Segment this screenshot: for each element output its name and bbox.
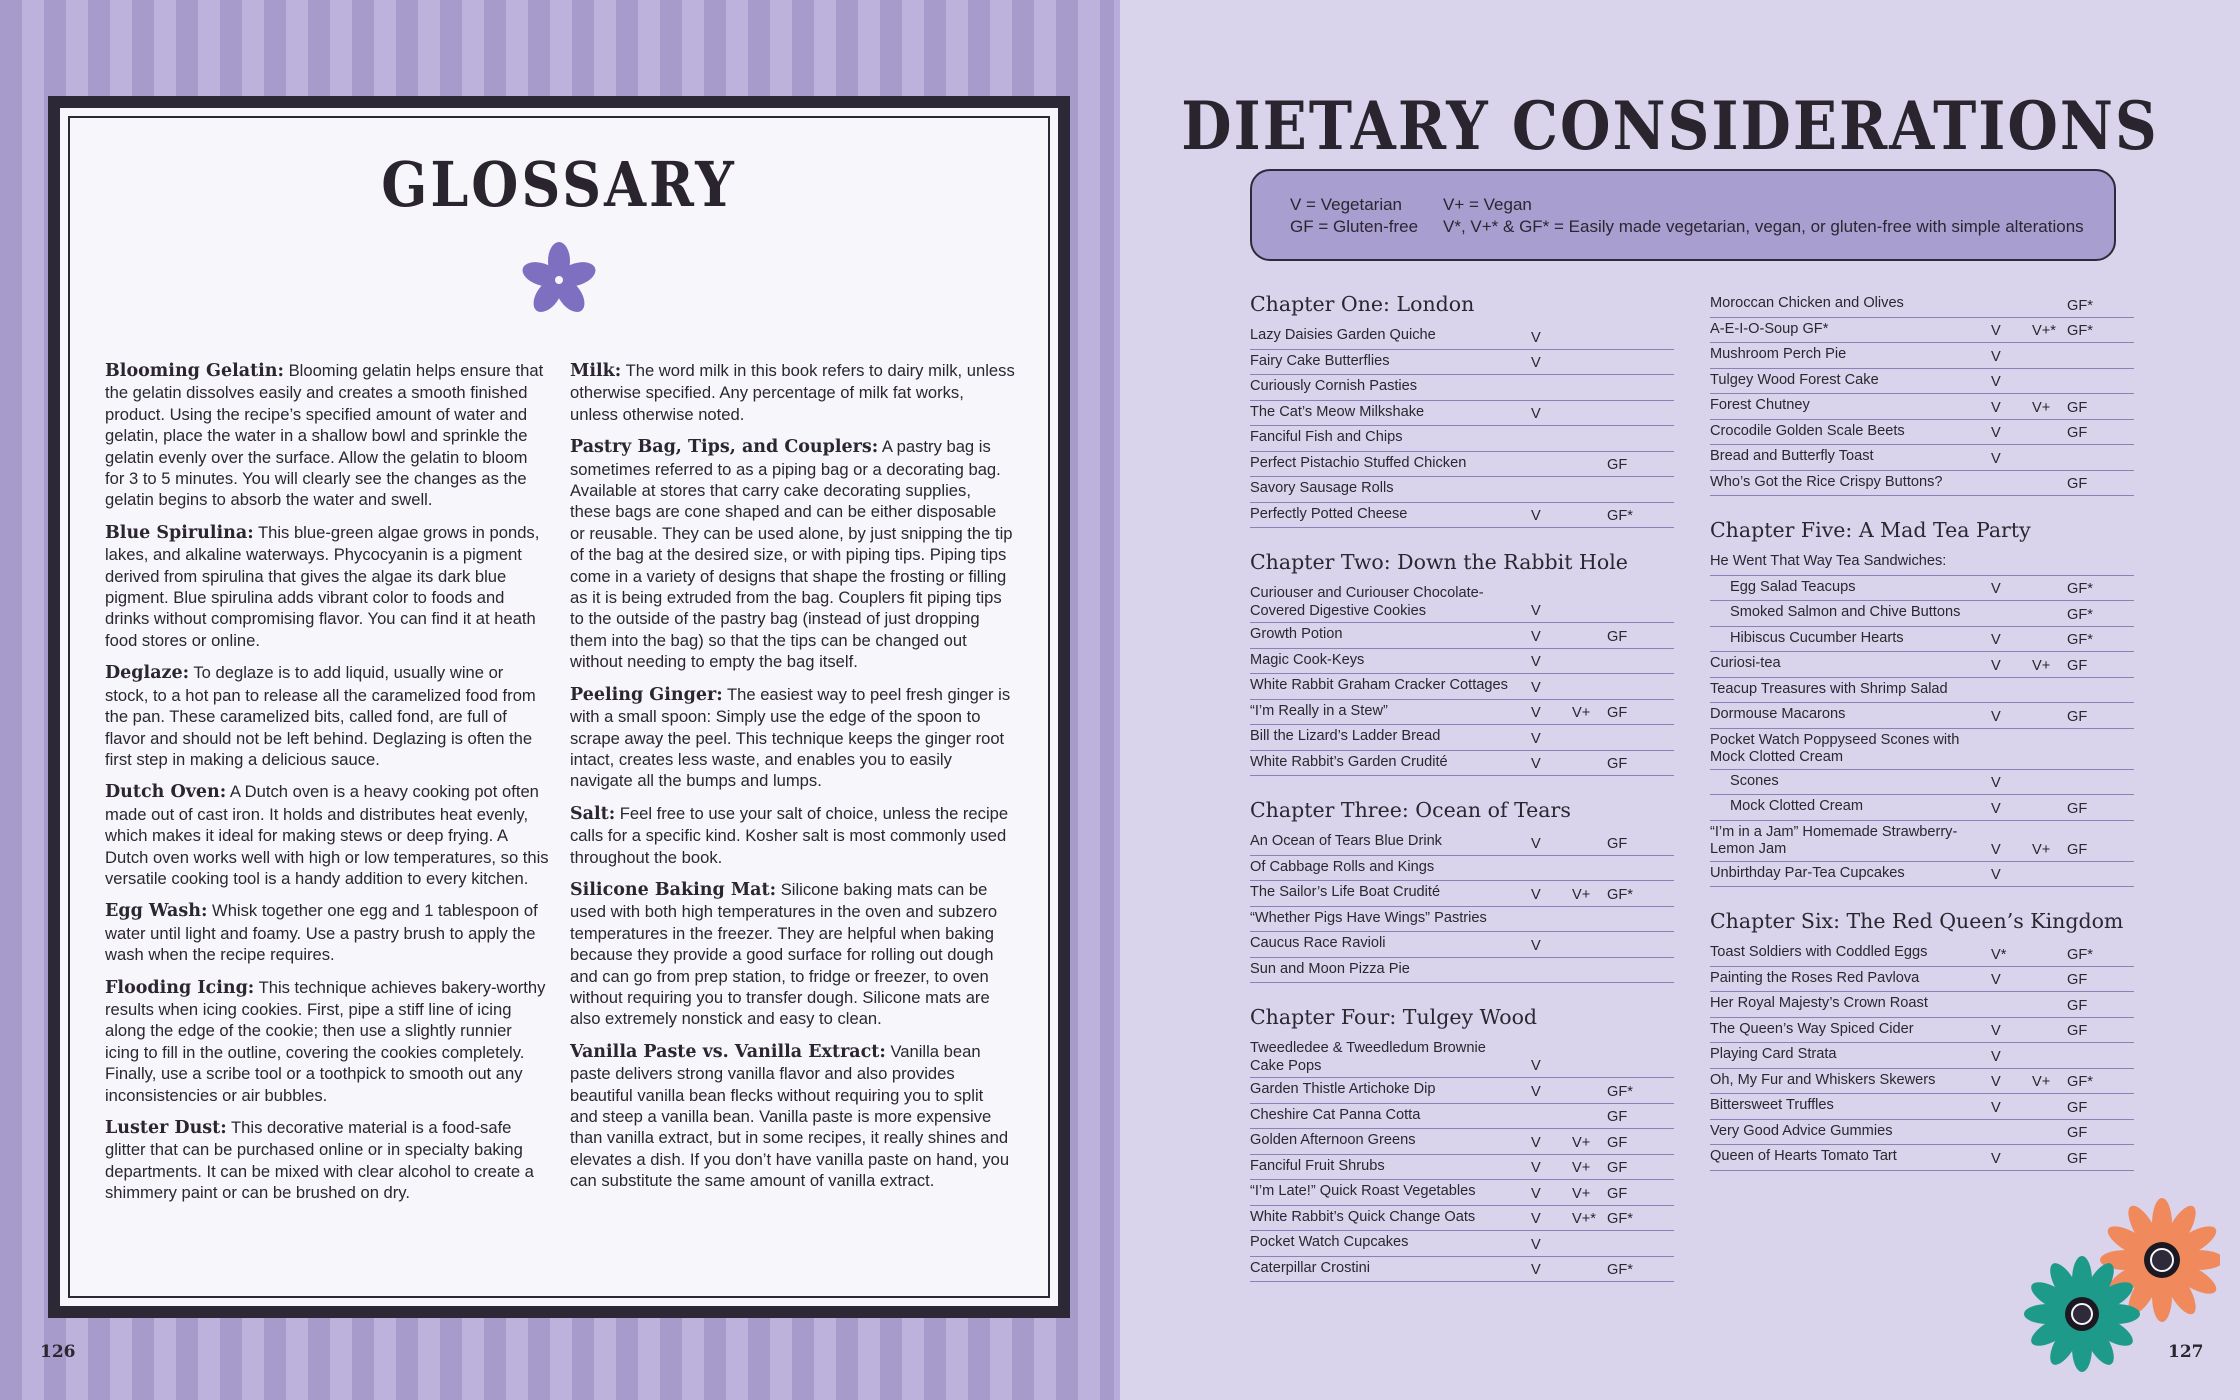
vegetarian-mark: V <box>1991 399 2001 416</box>
gluten-free-mark: GF <box>2067 708 2088 725</box>
gluten-free-mark: GF* <box>2067 946 2093 963</box>
recipe-row <box>1710 627 2134 653</box>
recipe-name: A-E-I-O-Soup GF* <box>1710 320 1829 337</box>
glossary-definition: This blue-green algae grows in ponds, lakes, and alkaline waterways. Phycocyanin is a pigment derived from spirulina that gives the algae its dark blue pigment. Blue spirulina adds vibrant color to foods and drinks without compromising flavor. You can find it at heath food stores or online. <box>105 522 540 650</box>
glossary-column-2 <box>570 360 1015 1203</box>
recipe-name: Perfect Pistachio Stuffed Chicken <box>1250 454 1467 471</box>
vegetarian-mark: V <box>1531 1211 1541 1227</box>
recipe-name: “I’m in a Jam” Homemade Strawberry-Lemon Jam <box>1710 823 1958 857</box>
recipe-name: Perfectly Potted Cheese <box>1250 505 1408 522</box>
gluten-free-mark: GF* <box>1607 508 1633 524</box>
vegetarian-mark: V <box>1991 867 2001 883</box>
vegetarian-mark: V <box>1531 1083 1541 1100</box>
recipe-row <box>1250 1104 1674 1130</box>
gluten-free-mark: GF <box>2067 1023 2088 1039</box>
vegetarian-mark: V <box>1531 508 1541 524</box>
gluten-free-mark: GF <box>2067 1099 2088 1116</box>
recipe-row <box>1710 394 2134 420</box>
vegan-mark: V+ <box>2032 657 2051 674</box>
recipe-name: Pocket Watch Poppyseed Scones with Mock Clotted Cream <box>1710 731 1960 765</box>
recipe-name: The Cat’s Meow Milkshake <box>1250 403 1425 420</box>
recipe-name: “I’m Really in a Stew” <box>1250 702 1388 719</box>
gluten-free-mark: GF <box>1607 756 1628 772</box>
gluten-free-mark: GF <box>2067 425 2088 441</box>
glossary-entry <box>105 522 550 651</box>
chapter-section <box>1250 1003 1674 1282</box>
vegetarian-mark: V <box>1531 756 1541 772</box>
glossary-term: Peeling Ginger: <box>570 684 723 705</box>
recipe-row <box>1250 1129 1674 1155</box>
recipe-name: The Queen’s Way Spiced Cider <box>1710 1020 1914 1037</box>
gluten-free-mark: GF <box>2067 1150 2088 1167</box>
glossary-entry <box>105 781 550 889</box>
legend-box <box>1250 169 2116 261</box>
recipe-row <box>1710 678 2134 704</box>
gluten-free-mark: GF* <box>2067 581 2093 597</box>
recipe-row <box>1710 318 2134 344</box>
recipe-name: Pocket Watch Cupcakes <box>1250 1234 1409 1250</box>
glossary-entry <box>105 1117 550 1204</box>
vegetarian-mark: V <box>1991 841 2001 858</box>
recipe-name: Very Good Advice Gummies <box>1710 1122 1893 1139</box>
dietary-column-1 <box>1250 290 1674 1302</box>
recipe-name: White Rabbit’s Garden Crudité <box>1250 753 1448 770</box>
recipe-row <box>1710 471 2134 497</box>
vegetarian-mark: V <box>1991 775 2001 791</box>
glossary-entry <box>570 803 1015 868</box>
recipe-name: Magic Cook-Keys <box>1250 651 1365 668</box>
glossary-entry <box>570 436 1015 672</box>
vegetarian-mark: V <box>1531 835 1541 852</box>
page-number-right: 127 <box>2168 1342 2204 1362</box>
recipe-row <box>1250 375 1674 401</box>
chapter-section <box>1710 907 2134 1171</box>
vegetarian-mark: V <box>1991 800 2001 817</box>
gluten-free-mark: GF* <box>2067 606 2093 623</box>
vegetarian-mark: V <box>1531 603 1541 619</box>
chapter-section <box>1710 516 2134 887</box>
recipe-name: White Rabbit’s Quick Change Oats <box>1250 1208 1476 1225</box>
legend-vegan: V+ = Vegan <box>1443 195 1532 214</box>
recipe-name: Curiouser and Curiouser Chocolate-Covered Digestive Cookies <box>1250 585 1484 619</box>
recipe-row <box>1250 907 1674 933</box>
glossary-definition: Silicone baking mats can be used with both high temperatures in the oven and subzero temperatures in the freezer. They are helpful when baking because they provide a good surface for rolling out dough and can go from prep station, to fridge or freezer, to oven without requiring you to transfer dough. Silicone mats are also extremely nonstick and easy to clean. <box>570 879 998 1029</box>
vegan-mark: V+ <box>2032 1074 2051 1090</box>
recipe-name: Her Royal Majesty’s Crown Roast <box>1710 995 1928 1011</box>
chapter-title: Chapter Four: Tulgey Wood <box>1250 1005 1538 1029</box>
recipe-row <box>1710 369 2134 395</box>
gluten-free-mark: GF <box>2067 972 2088 988</box>
glossary-definition: The easiest way to peel fresh ginger is with a small spoon: Simply use the edge of the spoon to scrape away the peel. This technique keeps the ginger root intact, creates less waste, and enables you to easily navigate all the bumps and lumps. <box>570 684 1011 791</box>
recipe-row <box>1710 795 2134 821</box>
glossary-definition: To deglaze is to add liquid, usually wine or stock, to a hot pan to release all the caramelized food from the pan. These caramelized bits, called fond, are full of flavor and should not be left behind. Deglazing is often the first step in making a delicious sauce. <box>105 663 536 769</box>
gluten-free-mark: GF <box>1607 457 1628 473</box>
vegan-mark: V+* <box>1572 1211 1596 1227</box>
gluten-free-mark: GF <box>2067 800 2088 817</box>
glossary-definition: A Dutch oven is a heavy cooking pot often made out of cast iron. It holds and distributes heat evenly, which makes it ideal for making stews or deep frying. A Dutch oven works well with high or low temperatures, so this versatile cooking tool is a handy addition to every kitchen. <box>105 782 549 888</box>
recipe-row <box>1250 1155 1674 1181</box>
vegetarian-mark: V <box>1991 425 2001 441</box>
recipe-name: “I’m Late!” Quick Roast Vegetables <box>1250 1183 1476 1199</box>
vegetarian-mark: V* <box>1991 946 2007 963</box>
recipe-name: Dormouse Macarons <box>1710 706 1846 722</box>
vegan-mark: V+* <box>2032 323 2056 339</box>
recipe-name: Playing Card Strata <box>1710 1046 1837 1062</box>
vegan-mark: V+ <box>1572 705 1591 721</box>
glossary-column-1 <box>105 360 550 1215</box>
vegetarian-mark: V <box>1531 679 1541 696</box>
recipe-name: Cheshire Cat Panna Cotta <box>1250 1106 1421 1123</box>
glossary-definition: A pastry bag is sometimes referred to as a piping bag or a decorating bag. Available at stores that carry cake decorating supplies, these bags are cone shaped and can be either disposable or reusable. They can be used alone, by just snipping the tip of the bag at the desired size, or with piping tips. Piping tips come in a variety of designs that shape the frosting or filling as it is being extruded from the bag. Couplers fit piping tips to the outside of the pastry bag (instead of just dropping them into the bag) so that the tips can be changed out without needing to empty the bag itself. <box>570 437 1013 672</box>
glossary-term: Blooming Gelatin: <box>105 361 284 381</box>
recipe-name: Tulgey Wood Forest Cake <box>1710 371 1879 388</box>
vegetarian-mark: V <box>1991 348 2001 365</box>
legend-vegetarian: V = Vegetarian <box>1290 195 1403 214</box>
recipe-row <box>1250 1231 1674 1257</box>
vegetarian-mark: V <box>1531 355 1541 371</box>
glossary-definition: The word milk in this book refers to dairy milk, unless otherwise specified. Any percentage of milk fat works, unless otherwise noted. <box>570 361 1015 424</box>
recipe-name: Fairy Cake Butterflies <box>1250 352 1390 369</box>
recipe-name: Fanciful Fruit Shrubs <box>1250 1157 1385 1174</box>
recipe-row <box>1710 1069 2134 1095</box>
gluten-free-mark: GF <box>2067 476 2088 492</box>
vegan-mark: V+ <box>2032 841 2051 858</box>
vegetarian-mark: V <box>1991 1048 2001 1065</box>
vegetarian-mark: V <box>1991 708 2001 725</box>
recipe-name: Mock Clotted Cream <box>1730 798 1864 814</box>
gluten-free-mark: GF <box>2067 841 2088 858</box>
recipe-row <box>1250 751 1674 777</box>
gluten-free-mark: GF* <box>1607 1262 1633 1278</box>
recipe-row <box>1710 601 2134 627</box>
recipe-row <box>1710 652 2134 678</box>
recipe-row <box>1250 503 1674 529</box>
gluten-free-mark: GF <box>1607 835 1628 852</box>
glossary-term: Flooding Icing: <box>105 977 255 998</box>
recipe-row <box>1250 426 1674 452</box>
gluten-free-mark: GF <box>1607 1109 1628 1125</box>
gluten-free-mark: GF* <box>2067 297 2093 314</box>
chapter-title: Chapter One: London <box>1250 292 1475 316</box>
recipe-name: Lazy Daisies Garden Quiche <box>1250 327 1436 343</box>
recipe-row <box>1710 343 2134 369</box>
recipe-name: Forest Chutney <box>1710 397 1810 413</box>
vegan-mark: V+ <box>1572 1160 1591 1176</box>
recipe-row <box>1710 292 2134 318</box>
gluten-free-mark: GF* <box>2067 1074 2093 1090</box>
recipe-row <box>1250 401 1674 427</box>
glossary-definition: Whisk together one egg and 1 tablespoon of water until light and foamy. Use a pastry brush to apply the wash when the recipe requires. <box>105 901 538 965</box>
dietary-title: DIETARY CONSIDERATIONS <box>1181 86 2159 166</box>
glossary-definition: Feel free to use your salt of choice, unless the recipe calls for a specific kind. Kosher salt is most commonly used throughout the book. <box>570 803 1009 867</box>
vegetarian-mark: V <box>1991 972 2001 988</box>
recipe-name: Curiously Cornish Pasties <box>1250 378 1418 394</box>
recipe-row <box>1710 1043 2134 1069</box>
chapter-section <box>1250 290 1674 528</box>
recipe-row <box>1710 420 2134 446</box>
vegetarian-mark: V <box>1531 406 1541 422</box>
recipe-row <box>1250 700 1674 726</box>
glossary-definition: Blooming gelatin helps ensure that the gelatin dissolves easily and creates a smooth finished product. Using the recipe’s specified amount of water and gelatin, place the water in a shallow bowl and sprinkle the gelatin evenly over the surface. Allow the gelatin to bloom for 3 to 5 minutes. You will clearly see the changes as the gelatin begins to absorb the water and swell. <box>105 361 544 510</box>
recipe-row <box>1250 582 1674 623</box>
recipe-row <box>1250 324 1674 350</box>
recipe-row <box>1710 1094 2134 1120</box>
recipe-name: Who’s Got the Rice Crispy Buttons? <box>1710 473 1943 490</box>
recipe-name: Bill the Lizard’s Ladder Bread <box>1250 728 1441 744</box>
recipe-row <box>1710 992 2134 1018</box>
recipe-name: “Whether Pigs Have Wings” Pastries <box>1250 909 1487 926</box>
recipe-row <box>1250 1078 1674 1104</box>
legend-gluten-free: GF = Gluten-free <box>1290 217 1419 236</box>
glossary-entry <box>105 900 550 965</box>
vegetarian-mark: V <box>1991 1074 2001 1090</box>
glossary-entry <box>570 684 1015 792</box>
recipe-name: Painting the Roses Red Pavlova <box>1710 969 1920 986</box>
glossary-entry <box>105 360 550 511</box>
recipe-row <box>1710 941 2134 967</box>
recipe-row <box>1250 830 1674 856</box>
recipe-name: Mushroom Perch Pie <box>1710 346 1847 362</box>
recipe-name: Curiosi-tea <box>1710 655 1781 671</box>
recipe-name: Hibiscus Cucumber Hearts <box>1730 629 1904 646</box>
vegan-mark: V+ <box>1572 1185 1591 1202</box>
vegan-mark: V+ <box>1572 1134 1591 1151</box>
recipe-row <box>1710 770 2134 796</box>
recipe-row <box>1250 623 1674 649</box>
page-number-left: 126 <box>40 1342 76 1362</box>
gluten-free-mark: GF <box>1607 1185 1628 1202</box>
recipe-name: Caterpillar Crostini <box>1250 1259 1371 1276</box>
vegetarian-mark: V <box>1531 937 1541 954</box>
gluten-free-mark: GF <box>2067 1125 2088 1141</box>
glossary-term: Salt: <box>570 803 616 824</box>
glossary-term: Milk: <box>570 361 622 381</box>
vegetarian-mark: V <box>1991 323 2001 339</box>
glossary-definition: This decorative material is a food-safe glitter that can be purchased online or in specialty baking departments. It can be mixed with clear alcohol to create a shimmery paint or can be brushed on dry. <box>105 1118 534 1203</box>
vegetarian-mark: V <box>1531 1185 1541 1202</box>
recipe-name: Smoked Salmon and Chive Buttons <box>1730 604 1961 620</box>
chapter-title: Chapter Five: A Mad Tea Party <box>1710 518 2031 542</box>
vegetarian-mark: V <box>1991 657 2001 674</box>
glossary-term: Vanilla Paste vs. Vanilla Extract: <box>570 1041 886 1062</box>
recipe-name: An Ocean of Tears Blue Drink <box>1250 833 1442 849</box>
vegetarian-mark: V <box>1991 1150 2001 1167</box>
recipe-name: Golden Afternoon Greens <box>1250 1132 1416 1148</box>
recipe-name: Savory Sausage Rolls <box>1250 480 1394 496</box>
recipe-row <box>1710 967 2134 993</box>
recipe-row <box>1710 729 2134 770</box>
recipe-row <box>1250 1037 1674 1078</box>
vegetarian-mark: V <box>1991 581 2001 597</box>
recipe-row <box>1250 477 1674 503</box>
glossary-entry <box>570 879 1015 1030</box>
gluten-free-mark: GF* <box>2067 323 2093 339</box>
recipe-name: Garden Thistle Artichoke Dip <box>1250 1081 1436 1097</box>
vegetarian-mark: V <box>1991 374 2001 390</box>
recipe-name: Toast Soldiers with Coddled Eggs <box>1710 944 1928 960</box>
glossary-definition: Vanilla bean paste delivers strong vanilla flavor and also provides beautiful vanilla bean flecks without requiring you to split and steep a vanilla bean. Vanilla paste is more expensive than vanilla extract, but in some recipes, it really shines and elevates a dish. If you don’t have vanilla paste on hand, you can substitute the same amount of vanilla extract. <box>570 1041 1010 1191</box>
glossary-term: Deglaze: <box>105 663 190 684</box>
glossary-term: Pastry Bag, Tips, and Couplers: <box>570 437 879 458</box>
recipe-row <box>1250 674 1674 700</box>
glossary-entry <box>105 662 550 770</box>
gluten-free-mark: GF <box>1607 1134 1628 1151</box>
recipe-row <box>1250 932 1674 958</box>
chapter-title: Chapter Three: Ocean of Tears <box>1250 798 1571 822</box>
vegetarian-mark: V <box>1531 1058 1541 1074</box>
recipe-row <box>1250 649 1674 675</box>
recipe-name: Crocodile Golden Scale Beets <box>1710 422 1905 439</box>
recipe-row <box>1710 821 2134 862</box>
vegetarian-mark: V <box>1531 730 1541 747</box>
vegetarian-mark: V <box>1531 654 1541 670</box>
glossary-definition: This technique achieves bakery-worthy results when icing cookies. First, pipe a stiff line of icing along the edge of the cookie; then use a slightly runnier icing to fill in the outline, covering the cookies completely. Finally, use a scribe tool or a toothpick to smooth out any inconsistencies or air bubbles. <box>105 977 546 1105</box>
gluten-free-mark: GF <box>1607 628 1628 645</box>
recipe-row <box>1710 1018 2134 1044</box>
gluten-free-mark: GF* <box>2067 632 2093 648</box>
recipe-name: Of Cabbage Rolls and Kings <box>1250 858 1435 875</box>
recipe-row <box>1250 350 1674 376</box>
recipe-name: Growth Potion <box>1250 626 1343 642</box>
recipe-name: Caucus Race Ravioli <box>1250 935 1386 951</box>
glossary-entry <box>570 1041 1015 1192</box>
gluten-free-mark: GF <box>1607 705 1628 721</box>
chapter-title: Chapter Six: The Red Queen’s Kingdom <box>1710 909 2124 933</box>
gluten-free-mark: GF <box>2067 399 2088 416</box>
chapter-title: Chapter Two: Down the Rabbit Hole <box>1250 550 1628 574</box>
glossary-term: Luster Dust: <box>105 1118 227 1138</box>
recipe-row <box>1250 881 1674 907</box>
vegetarian-mark: V <box>1531 1160 1541 1176</box>
recipe-row <box>1250 1257 1674 1283</box>
glossary-title: GLOSSARY <box>381 147 737 221</box>
vegetarian-mark: V <box>1991 1023 2001 1039</box>
recipe-row <box>1250 1180 1674 1206</box>
vegetarian-mark: V <box>1531 705 1541 721</box>
recipe-row <box>1710 445 2134 471</box>
gluten-free-mark: GF <box>2067 997 2088 1014</box>
recipe-name: Teacup Treasures with Shrimp Salad <box>1710 680 1948 697</box>
recipe-name: Bread and Butterfly Toast <box>1710 448 1874 464</box>
recipe-name: Unbirthday Par-Tea Cupcakes <box>1710 864 1905 881</box>
recipe-name: Oh, My Fur and Whiskers Skewers <box>1710 1071 1936 1088</box>
vegetarian-mark: V <box>1531 1134 1541 1151</box>
recipe-name: Egg Salad Teacups <box>1730 578 1856 595</box>
gluten-free-mark: GF* <box>1607 886 1633 903</box>
recipe-name: Queen of Hearts Tomato Tart <box>1710 1148 1897 1164</box>
vegetarian-mark: V <box>1991 1099 2001 1116</box>
recipe-name: Moroccan Chicken and Olives <box>1710 295 1904 311</box>
recipe-row <box>1250 1206 1674 1232</box>
recipe-row <box>1710 703 2134 729</box>
recipe-name: Bittersweet Truffles <box>1710 1097 1834 1113</box>
glossary-term: Blue Spirulina: <box>105 522 254 543</box>
gluten-free-mark: GF <box>2067 657 2088 674</box>
recipe-row <box>1710 1145 2134 1171</box>
recipe-row <box>1250 856 1674 882</box>
vegetarian-mark: V <box>1991 632 2001 648</box>
recipe-row <box>1710 862 2134 888</box>
glossary-entry <box>105 977 550 1106</box>
recipe-row <box>1250 452 1674 478</box>
glossary-term: Silicone Baking Mat: <box>570 879 777 900</box>
vegetarian-mark: V <box>1531 1236 1541 1253</box>
legend-alterations: V*, V+* & GF* = Easily made vegetarian, vegan, or gluten-free with simple alterations <box>1443 217 2084 236</box>
recipe-row <box>1710 576 2134 602</box>
chapter-intro: He Went That Way Tea Sandwiches: <box>1710 550 2134 576</box>
recipe-name: White Rabbit Graham Cracker Cottages <box>1250 677 1508 693</box>
vegetarian-mark: V <box>1991 450 2001 467</box>
recipe-row <box>1250 958 1674 984</box>
vegetarian-mark: V <box>1531 628 1541 645</box>
glossary-entry <box>570 360 1015 425</box>
chapter-section <box>1250 796 1674 983</box>
chapter-section <box>1250 548 1674 776</box>
recipe-row <box>1250 725 1674 751</box>
vegetarian-mark: V <box>1531 329 1541 346</box>
recipe-name: Scones <box>1730 772 1779 789</box>
vegan-mark: V+ <box>2032 399 2051 416</box>
gluten-free-mark: GF* <box>1607 1083 1633 1100</box>
recipe-name: Sun and Moon Pizza Pie <box>1250 960 1410 977</box>
glossary-term: Dutch Oven: <box>105 782 227 803</box>
vegetarian-mark: V <box>1531 886 1541 903</box>
recipe-name: Tweedledee & Tweedledum Brownie Cake Pops <box>1250 1040 1486 1074</box>
recipe-row <box>1710 1120 2134 1146</box>
recipe-name: Fanciful Fish and Chips <box>1250 429 1403 445</box>
vegan-mark: V+ <box>1572 886 1591 903</box>
chapter-four-continued <box>1710 292 2134 496</box>
dietary-column-2 <box>1710 292 2134 1191</box>
flower-icon <box>517 238 601 322</box>
recipe-name: The Sailor’s Life Boat Crudité <box>1250 884 1441 900</box>
gluten-free-mark: GF <box>1607 1160 1628 1176</box>
vegetarian-mark: V <box>1531 1262 1541 1278</box>
glossary-term: Egg Wash: <box>105 901 208 922</box>
gluten-free-mark: GF* <box>1607 1211 1633 1227</box>
